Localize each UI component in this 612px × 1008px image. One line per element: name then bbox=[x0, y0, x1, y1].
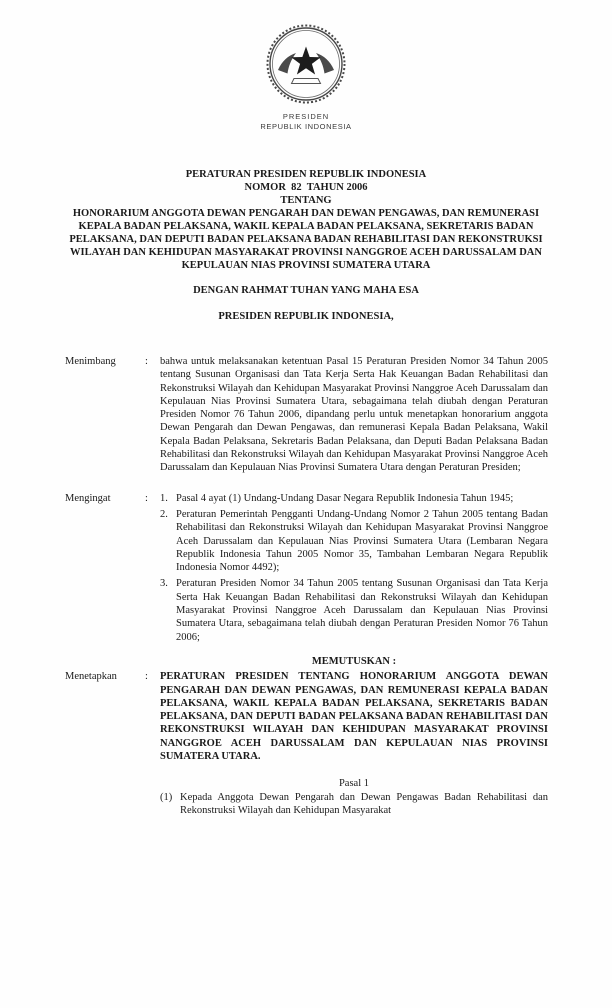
letterhead-republik-indonesia: REPUBLIK INDONESIA bbox=[260, 122, 352, 131]
pasal-1-item-1-text: Kepada Anggota Dewan Pengarah dan Dewan Pengawas Badan Rehabilitasi dan Rekonstruksi Wilayah dan Kehidupan Masyarakat bbox=[180, 791, 548, 816]
menimbang-label: Menimbang bbox=[65, 356, 116, 367]
mengingat-item-1 bbox=[160, 492, 548, 505]
menetapkan-text: PERATURAN PRESIDEN TENTANG HONORARIUM ANGGOTA DEWAN PENGARAH DAN DEWAN PENGAWAS, DAN REMUNERASI KEPALA BADAN PELAKSANA, WAKIL KEPALA BADAN PELAKSANA, SEKRETARIS BADAN PELAKSANA, DAN DEPUTI BADAN PELAKSANA BADAN REHABILITASI DAN REKONSTRUKSI WILAYAH DAN KEHIDUPAN MASYARAKAT PROVINSI NANGGROE ACEH DARUSSALAM DAN KEPULAUAN NIAS PROVINSI SUMATERA UTARA. bbox=[160, 671, 548, 763]
pasal-1-item-1 bbox=[160, 791, 548, 818]
pasal-1-item-1-number: (1) bbox=[160, 791, 173, 803]
letterhead bbox=[0, 0, 612, 132]
mengingat-item-1-text: Pasal 4 ayat (1) Undang-Undang Dasar Negara Republik Indonesia Tahun 1945; bbox=[176, 492, 514, 504]
mengingat-item-3 bbox=[160, 577, 548, 643]
title-block bbox=[0, 168, 612, 323]
memutuskan-heading: MEMUTUSKAN : bbox=[311, 655, 397, 667]
menetapkan-label: Menetapkan bbox=[65, 671, 117, 683]
letterhead-presiden: PRESIDEN bbox=[282, 112, 330, 121]
title-invocation: DENGAN RAHMAT TUHAN YANG MAHA ESA bbox=[193, 285, 419, 296]
menetapkan-colon: : bbox=[145, 671, 148, 683]
title-tentang: TENTANG bbox=[280, 195, 332, 206]
title-authority: PRESIDEN REPUBLIK INDONESIA, bbox=[218, 311, 394, 322]
pasal-1-heading: Pasal 1 bbox=[338, 778, 370, 790]
presidential-seal-icon bbox=[265, 23, 347, 105]
mengingat-item-3-text: Peraturan Presiden Nomor 34 Tahun 2005 tentang Susunan Organisasi dan Tata Kerja Serta Hak Keuangan Badan Rehabilitasi dan Rekonstruksi Wilayah dan Kehidupan Masyarakat Provinsi Nanggroe Aceh Darussalam dan Kepulauan Nias Provinsi Sumatera Utara, sebagaimana telah diubah dengan Peraturan Presiden Nomor 76 Tahun 2006; bbox=[176, 578, 548, 643]
mengingat-item-2-number: 2. bbox=[160, 508, 168, 520]
menimbang-section bbox=[65, 355, 548, 475]
mengingat-item-3-number: 3. bbox=[160, 578, 168, 590]
mengingat-section bbox=[65, 492, 548, 644]
mengingat-item-2 bbox=[160, 508, 548, 574]
mengingat-label: Mengingat bbox=[65, 492, 111, 504]
menimbang-text: bahwa untuk melaksanakan ketentuan Pasal 15 Peraturan Presiden Nomor 34 Tahun 2005 tentang Susunan Organisasi dan Tata Kerja Serta Hak Keuangan Badan Rehabilitasi dan Rekonstruksi Wilayah dan Kehidupan Masyarakat Provinsi Nanggroe Aceh Darussalam dan Kepulauan Nias Provinsi Sumatera Utara, sebagaimana telah diubah dengan Peraturan Presiden Nomor 76 Tahun 2006, dipandang perlu untuk menetapkan honorarium anggota Dewan Pengarah dan Dewan Pengawas, dan remunerasi Kepala Badan Pelaksana, Wakil Kepala Badan Pelaksana, Sekretaris Badan Pelaksana, dan Deputi Badan Pelaksana Badan Rehabilitasi dan Rekonstruksi Wilayah dan Kehidupan Masyarakat Provinsi Nanggroe Aceh Darussalam dan Kepulauan Nias Provinsi Sumatera Utara dengan Peraturan Presiden; bbox=[160, 356, 548, 474]
mengingat-colon: : bbox=[145, 492, 148, 504]
mengingat-item-2-text: Peraturan Pemerintah Pengganti Undang-Undang Nomor 2 Tahun 2005 tentang Badan Rehabilitasi dan Rekonstruksi Wilayah dan Kehidupan Masyarakat Provinsi Nanggroe Aceh Darussalam dan Kepulauan Nias Provinsi Sumatera Utara (Lembaran Negara Republik Indonesia Tahun 2005 Nomor 35, Tambahan Lembaran Negara Republik Indonesia Nomor 4492); bbox=[176, 508, 548, 574]
title-peraturan: PERATURAN PRESIDEN REPUBLIK INDONESIA bbox=[185, 169, 427, 180]
menimbang-colon: : bbox=[145, 356, 148, 367]
title-subject: HONORARIUM ANGGOTA DEWAN PENGARAH DAN DEWAN PENGAWAS, DAN REMUNERASI KEPALA BADAN PELAKSANA, WAKIL KEPALA BADAN PELAKSANA, SEKRETARIS BADAN PELAKSANA, DAN DEPUTI BADAN PELAKSANA BADAN REHABILITASI DAN REKONSTRUKSI WILAYAH DAN KEHIDUPAN MASYARAKAT PROVINSI NANGGROE ACEH DARUSSALAM DAN KEPULAUAN NIAS PROVINSI SUMATERA UTARA bbox=[69, 208, 546, 271]
mengingat-list bbox=[160, 492, 548, 644]
mengingat-item-1-number: 1. bbox=[160, 492, 168, 504]
menetapkan-section bbox=[65, 670, 548, 763]
title-nomor: NOMOR 82 TAHUN 2006 bbox=[244, 182, 368, 193]
